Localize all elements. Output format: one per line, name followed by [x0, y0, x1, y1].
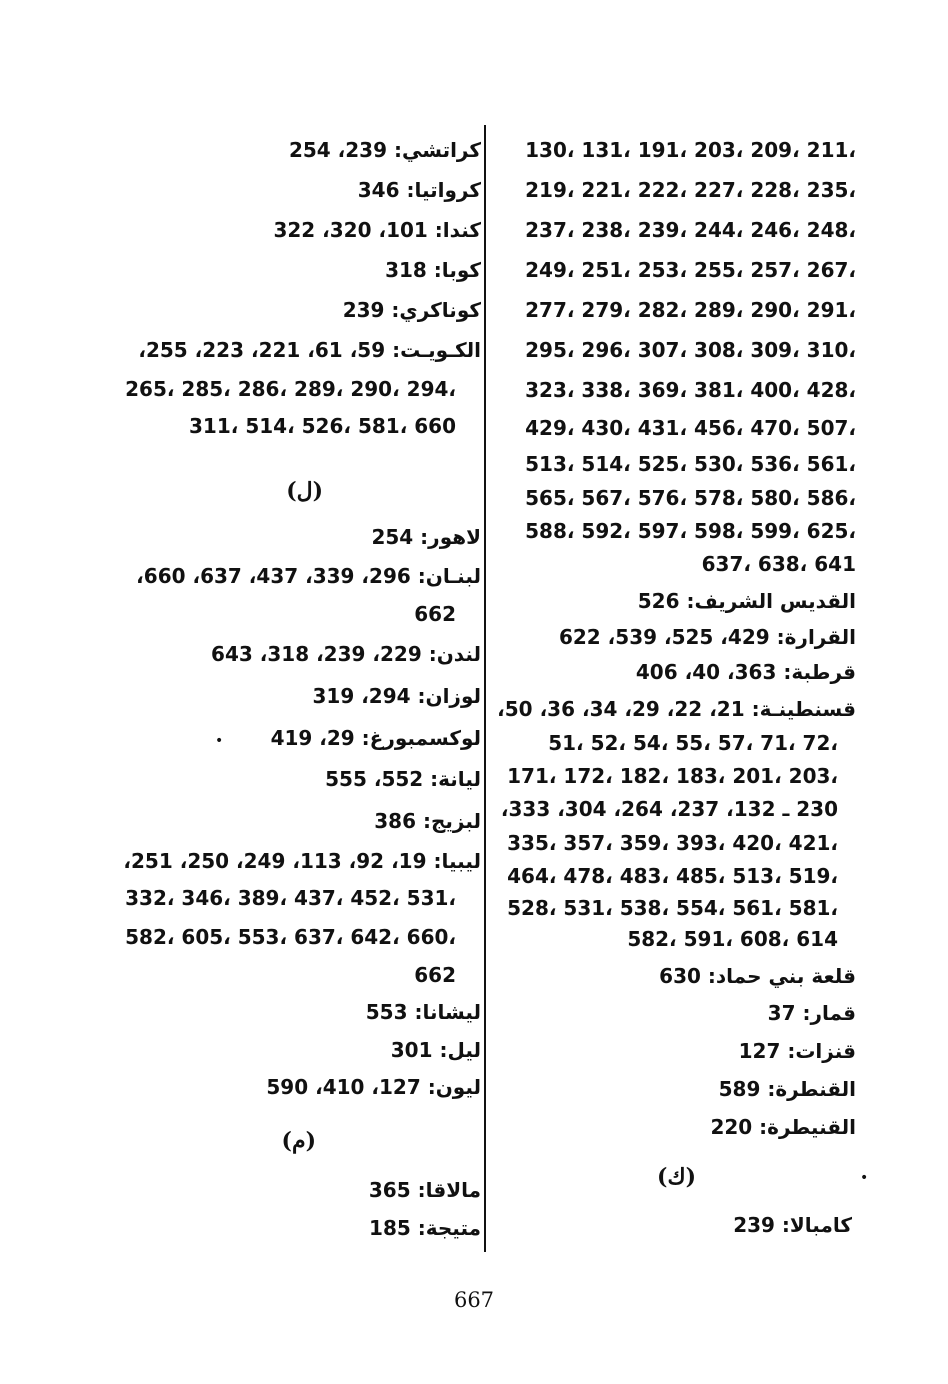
index-entry: قرطبة: 363، 40، 406 — [635, 660, 856, 684]
index-line: 230 ـ 132، 237، 264، 304، 333، — [500, 797, 838, 821]
index-line: 582، 605، 553، 637، 642، 660، — [125, 925, 456, 949]
index-entry: كامبالا: 239 — [733, 1213, 852, 1237]
index-entry: كراتشي: 239، 254 — [288, 138, 481, 162]
index-entry: لبزيج: 386 — [374, 809, 481, 833]
index-entry: القديس الشريف: 526 — [637, 589, 856, 613]
index-line: 429، 430، 431، 456، 470، 507، — [525, 416, 856, 440]
index-entry: القنطرة: 589 — [718, 1077, 856, 1101]
index-entry: كندا: 101، 320، 322 — [273, 218, 481, 242]
index-line: 265، 285، 286، 289، 290، 294، — [125, 377, 456, 401]
index-entry: ليون: 127، 410، 590 — [266, 1075, 481, 1099]
index-line: 662 — [414, 602, 456, 626]
index-line: 295، 296، 307، 308، 309، 310، — [525, 338, 856, 362]
index-line: 332، 346، 389، 437، 452، 531، — [125, 886, 456, 910]
ink-dot: • — [215, 733, 224, 749]
index-entry: لوزان: 294، 319 — [312, 684, 481, 708]
index-line: 51، 52، 54، 55، 57، 71، 72، — [548, 731, 838, 755]
index-line: 464، 478، 483، 485، 513، 519، — [507, 864, 838, 888]
index-line: 311، 514، 526، 581، 660 — [189, 414, 456, 438]
index-line: 323، 338، 369، 381، 400، 428، — [525, 378, 856, 402]
index-entry: كرواتيا: 346 — [357, 178, 481, 202]
index-line: 237، 238، 239، 244، 246، 248، — [525, 218, 856, 242]
index-line: 335، 357، 359، 393، 420، 421، — [507, 831, 838, 855]
index-entry: ليانة: 552، 555 — [325, 767, 481, 791]
index-entry: كوناكري: 239 — [342, 298, 481, 322]
index-line: 277، 279، 282، 289، 290، 291، — [525, 298, 856, 322]
index-entry: ليشانا: 553 — [365, 1000, 481, 1024]
index-entry: كوبا: 318 — [385, 258, 481, 282]
index-entry: متيجة: 185 — [369, 1216, 481, 1240]
index-line: 528، 531، 538، 554، 561، 581، — [507, 896, 838, 920]
section-header: (م) — [281, 1128, 316, 1154]
index-line: 565، 567، 576، 578، 580، 586، — [525, 486, 856, 510]
index-entry: لبنـان: 296، 339، 437، 637، 660، — [136, 564, 481, 588]
index-entry: ليبيا: 19، 92، 113، 249، 250، 251، — [123, 849, 481, 873]
section-header: (ل) — [286, 478, 323, 504]
index-line: 513، 514، 525، 530، 536، 561، — [525, 452, 856, 476]
index-entry: قنزات: 127 — [738, 1039, 856, 1063]
index-entry: لوكسمبورغ: 29، 419 — [270, 726, 481, 750]
index-entry: قسنطينـة: 21، 22، 29، 34، 36، 50، — [497, 697, 856, 721]
index-entry: قمار: 37 — [767, 1001, 856, 1025]
index-entry: مالاقا: 365 — [368, 1178, 481, 1202]
index-line: 219، 221، 222، 227، 228، 235، — [525, 178, 856, 202]
index-entry: الكـويـت: 59، 61، 221، 223، 255، — [138, 338, 481, 362]
index-line: 637، 638، 641 — [701, 552, 856, 576]
index-entry: لاهور: 254 — [371, 525, 481, 549]
index-line: 662 — [414, 963, 456, 987]
index-entry: القرارة: 429، 525، 539، 622 — [558, 625, 856, 649]
index-entry: القنيطرة: 220 — [710, 1115, 856, 1139]
index-entry: ليل: 301 — [390, 1038, 481, 1062]
index-line: 130، 131، 191، 203، 209، 211، — [525, 138, 856, 162]
index-entry: قلعة بني حماد: 630 — [659, 964, 856, 988]
column-divider — [484, 125, 486, 1252]
index-entry: لندن: 229، 239، 318، 643 — [211, 642, 481, 666]
index-line: 588، 592، 597، 598، 599، 625، — [525, 519, 856, 543]
page-number: 667 — [453, 1288, 495, 1312]
section-header: (ك) — [657, 1164, 696, 1190]
index-line: 171، 172، 182، 183، 201، 203، — [507, 764, 838, 788]
index-line: 582، 591، 608، 614 — [627, 927, 838, 951]
ink-dot: • — [860, 1170, 869, 1186]
index-line: 249، 251، 253، 255، 257، 267، — [525, 258, 856, 282]
